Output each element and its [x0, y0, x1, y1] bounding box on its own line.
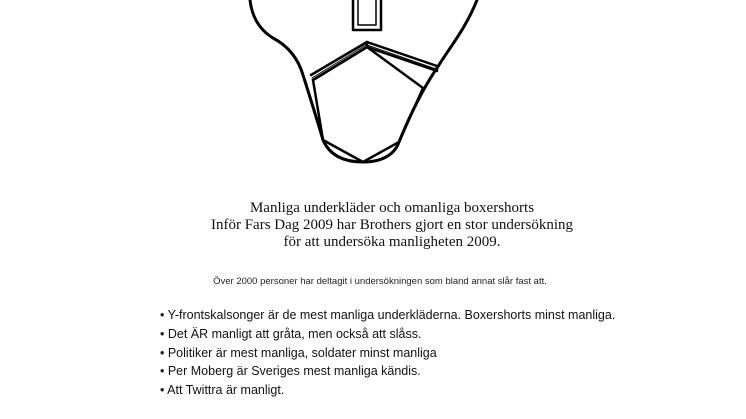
article-heading: [0, 200, 746, 251]
bullet-list: [160, 306, 615, 400]
heading-line-1: Manliga underkläder och omanliga boxershorts: [249, 200, 535, 216]
list-item: • Per Moberg är Sveriges mest manliga kändis.: [160, 364, 421, 379]
intro-text: Över 2000 personer har deltagit i undersökningen som bland annat slår fast att.: [213, 276, 547, 287]
list-item: • Det ÄR manligt att gråta, men också att slåss.: [160, 326, 422, 341]
list-item: • Politiker är mest manliga, soldater minst manliga: [160, 345, 437, 360]
underwear-illustration: [200, 0, 500, 185]
list-item: • Y-frontskalsonger är de mest manliga underkläderna. Boxershorts minst manliga.: [160, 308, 616, 322]
heading-line-2: Inför Fars Dag 2009 har Brothers gjort en stor undersökning: [210, 217, 573, 233]
heading-line-3: för att undersöka manligheten 2009.: [283, 234, 501, 250]
list-item: • Att Twittra är manligt.: [160, 383, 285, 398]
